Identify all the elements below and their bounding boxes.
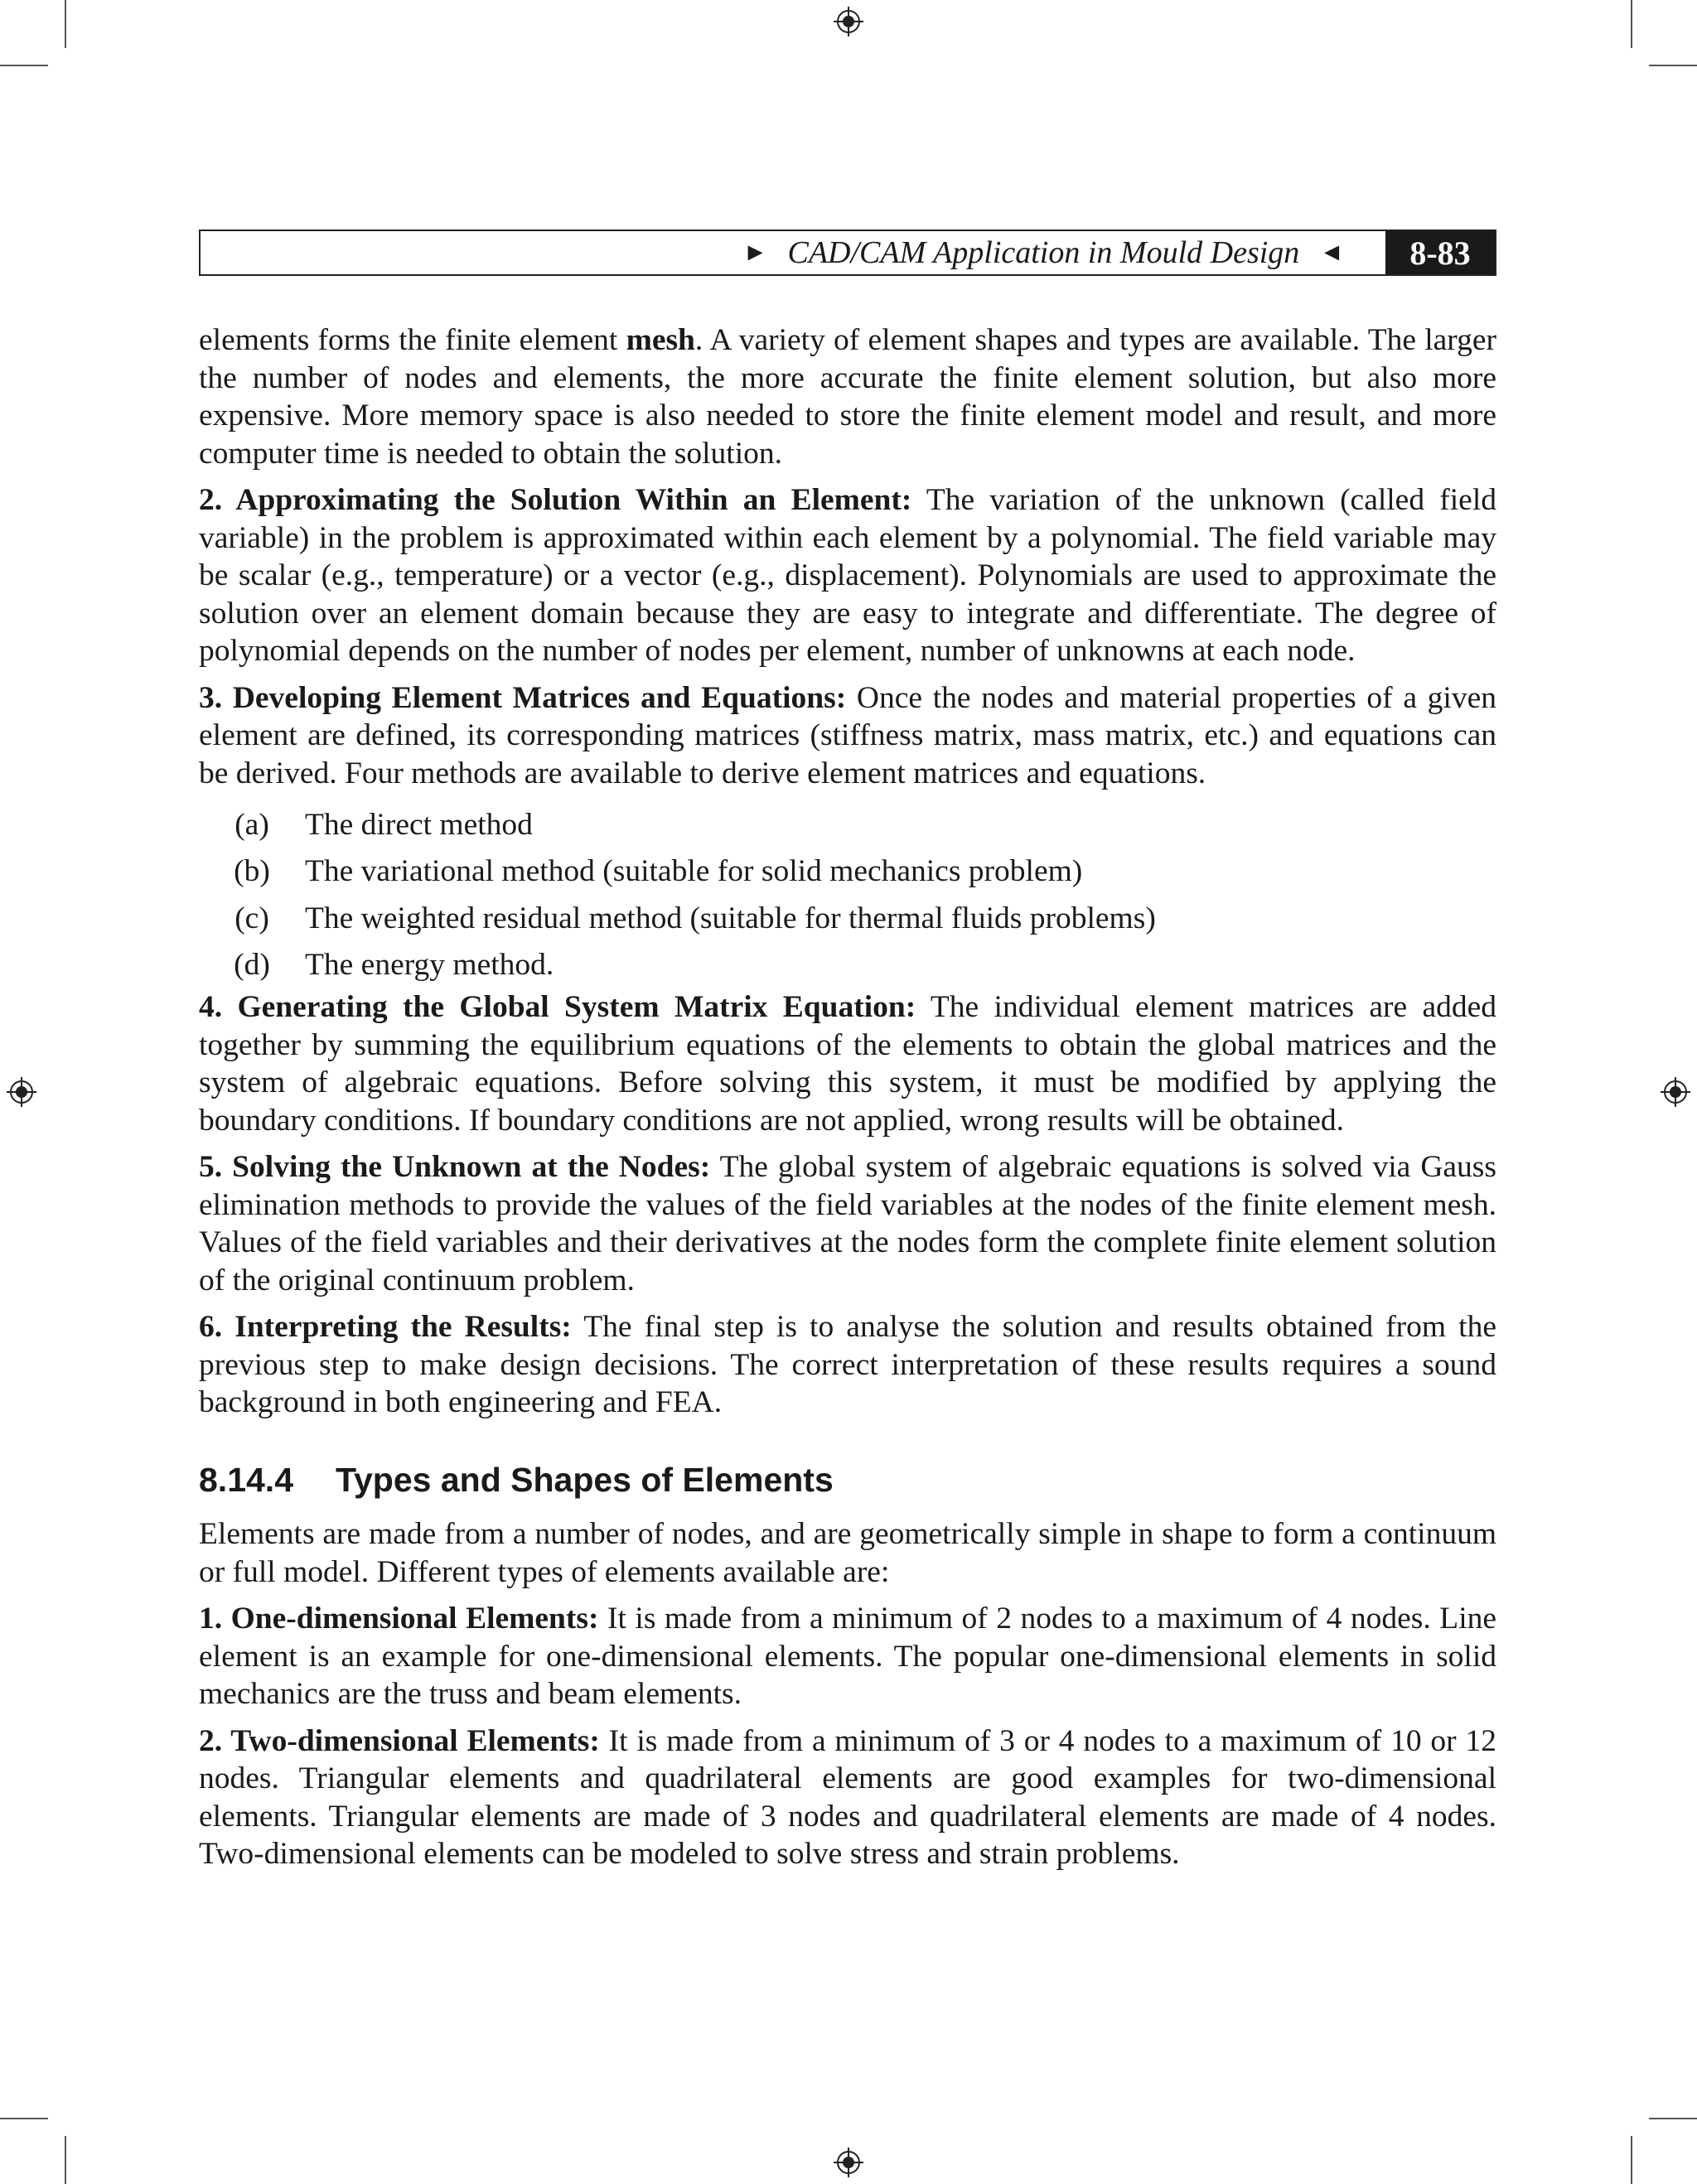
paragraph xyxy=(199,679,1496,793)
paragraph-text: It is made from a minimum of 3 or 4 nodes to a maximum of 10 or 12 nodes. Triangular elements and quadrilateral elements are good examples for two-dimensional elements. Triangular elements are made of 3 nodes and quadrilateral elements are made of 4 nodes. Two-dimensional elements can be modeled to solve stress and strain problems. xyxy=(199,1723,1496,1871)
paragraph-text: elements forms the finite element xyxy=(199,323,626,357)
paragraph-text: Once the nodes and material properties of a given element are defined, its corresponding matrices (stiffness matrix, mass matrix, etc.) and equations can be derived. Four methods are available to derive element matrices and equations. xyxy=(199,680,1496,790)
paragraph-text: The global system of algebraic equations is solved via Gauss elimination methods to provide the values of the field variables at the nodes of the finite element mesh. Values of the field variables and their derivatives at the nodes form the complete finite element solution of the original continuum problem. xyxy=(199,1150,1496,1297)
crop-mark xyxy=(0,65,48,66)
running-header xyxy=(199,230,1496,276)
list-item-text: The variational method (suitable for solid mechanics problem) xyxy=(305,854,1083,888)
paragraph-lead-in: 6. Interpreting the Results: xyxy=(199,1310,572,1344)
paragraph-lead-in: mesh xyxy=(626,323,695,357)
paragraph-lead-in: 4. Generating the Global System Matrix Equation: xyxy=(199,990,916,1024)
paragraph xyxy=(199,321,1496,472)
section-number: 8.14.4 xyxy=(199,1460,293,1499)
list-item xyxy=(199,848,1496,896)
header-title-wrap xyxy=(201,231,1385,274)
paragraph-text: The variation of the unknown (called field variable) in the problem is approximated within each element by a polynomial. The field variable may be scalar (e.g., temperature) or a vector (e.g., displacement). Polynomials are used to approximate the solution over an element domain because they are easy to integrate and differentiate. The degree of polynomial depends on the number of nodes per element, number of unknowns at each node. xyxy=(199,483,1496,668)
paragraph-text: The final step is to analyse the solution and results obtained from the previous step to make design decisions. The correct interpretation of these results requires a sound background in both engineering and FEA. xyxy=(199,1310,1496,1419)
list-item-label: (a) xyxy=(234,807,269,842)
paragraph-group-top xyxy=(199,321,1496,792)
paragraph-lead-in: 2. Approximating the Solution Within an Element: xyxy=(199,483,912,517)
list-item-text: The energy method. xyxy=(305,948,554,982)
header-left-marker: ► xyxy=(742,239,768,266)
paragraph-text: Elements are made from a number of nodes, and are geometrically simple in shape to form a continuum or full model. Different types of elements available are: xyxy=(199,1517,1496,1589)
paragraph xyxy=(199,481,1496,670)
section-heading xyxy=(199,1462,1496,1500)
crop-mark xyxy=(1631,0,1632,48)
registration-mark-icon xyxy=(1659,1075,1692,1109)
registration-mark-icon xyxy=(5,1075,38,1109)
list-item-text: The weighted residual method (suitable for thermal fluids problems) xyxy=(305,901,1156,935)
paragraph-text: . A variety of element shapes and types are available. The larger the number of nodes and elements, the more accurate the finite element solution, but also more expensive. More memory space is also needed to store the finite element model and result, and more computer time is needed to obtain the solution. xyxy=(199,323,1496,471)
paragraph-lead-in: 5. Solving the Unknown at the Nodes: xyxy=(199,1150,711,1184)
header-title: CAD/CAM Application in Mould Design xyxy=(787,235,1300,270)
paragraph xyxy=(199,1515,1496,1591)
list-item-label: (c) xyxy=(234,901,269,935)
crop-mark xyxy=(1631,2136,1632,2184)
paragraph-text: The individual element matrices are added together by summing the equilibrium equations of the elements to obtain the global matrices and the system of algebraic equations. Before solving this system, it must be modified by applying the boundary conditions. If boundary conditions are not applied, wrong results will be obtained. xyxy=(199,990,1496,1138)
header-right-marker: ◄ xyxy=(1319,239,1344,266)
paragraph-text: It is made from a minimum of 2 nodes to a maximum of 4 nodes. Line element is an example for one-dimensional elements. The popular one-dimensional elements in solid mechanics are the truss and beam elements. xyxy=(199,1602,1497,1711)
crop-mark xyxy=(1649,2118,1697,2119)
paragraph xyxy=(199,1723,1496,1873)
paragraph-lead-in: 3. Developing Element Matrices and Equations: xyxy=(199,680,847,715)
page-number: 8-83 xyxy=(1385,231,1495,274)
paragraph-group-bottom xyxy=(199,1515,1496,1873)
registration-mark-icon xyxy=(832,5,865,38)
crop-mark xyxy=(0,2118,48,2119)
paragraph-lead-in: 2. Two-dimensional Elements: xyxy=(199,1723,600,1758)
list-item-label: (d) xyxy=(234,948,270,982)
crop-mark xyxy=(65,2136,66,2184)
list-item xyxy=(199,942,1496,989)
paragraph xyxy=(199,1308,1496,1422)
list-item-label: (b) xyxy=(234,854,270,888)
list-item xyxy=(199,895,1496,942)
methods-list xyxy=(199,801,1496,988)
paragraph xyxy=(199,1148,1496,1299)
paragraph-lead-in: 1. One-dimensional Elements: xyxy=(199,1602,599,1636)
registration-mark-icon xyxy=(832,2146,865,2179)
paragraph xyxy=(199,1600,1496,1713)
list-item-text: The direct method xyxy=(305,807,533,842)
paragraph xyxy=(199,988,1496,1139)
list-item xyxy=(199,801,1496,848)
crop-mark xyxy=(65,0,66,48)
crop-mark xyxy=(1649,65,1697,66)
paragraph-group-middle xyxy=(199,988,1496,1422)
section-title: Types and Shapes of Elements xyxy=(336,1460,834,1499)
page-body xyxy=(199,321,1496,1873)
